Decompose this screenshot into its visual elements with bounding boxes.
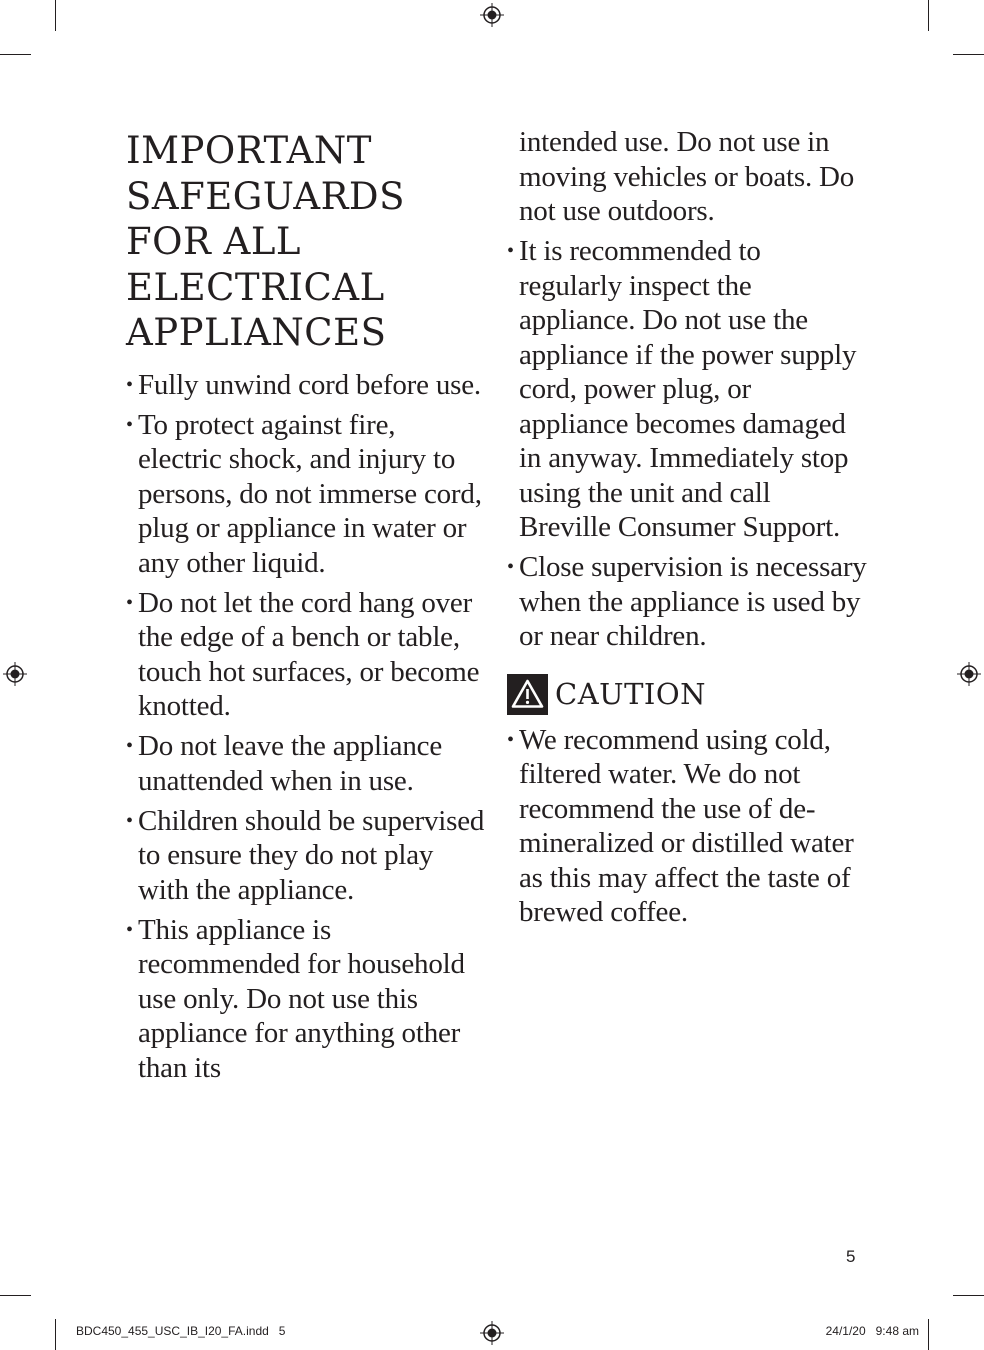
caution-title: CAUTION: [555, 677, 707, 711]
crop-mark-top-left-vertical: [55, 0, 56, 31]
list-item: [126, 368, 486, 403]
list-item-text: Do not leave the appliance unattended when in use.: [138, 730, 443, 797]
safeguards-list-continued: [507, 234, 867, 654]
list-item: [507, 234, 867, 545]
crop-mark-bottom-right-vertical: [928, 1319, 929, 1350]
list-item: [126, 729, 486, 798]
heading-line: FOR ALL: [126, 220, 301, 263]
registration-mark-left-icon: [3, 662, 27, 686]
page-heading: [126, 128, 486, 356]
heading-line: APPLIANCES: [126, 311, 387, 354]
list-item-text: Close supervision is necessary when the appliance is used by or near children.: [519, 551, 867, 652]
list-item-text: Do not let the cord hang over the edge of a bench or table, touch hot surfaces, or become knotted.: [138, 586, 480, 722]
list-item: [126, 804, 486, 908]
crop-mark-top-left-horizontal: [0, 54, 31, 55]
list-item: [507, 723, 867, 930]
list-item-text: We recommend using cold, filtered water. We do not recommend the use of de-mineralized or distilled water as this may affect the taste of brewed coffee.: [519, 723, 854, 928]
bullet-icon: •: [507, 240, 514, 262]
list-item-text: To protect against fire, electric shock, and injury to persons, do not immerse cord, plug or appliance in water or any other liquid.: [138, 408, 482, 579]
list-item: [126, 408, 486, 581]
list-item: [126, 913, 486, 1086]
bullet-icon: •: [126, 373, 133, 396]
crop-mark-bottom-left-horizontal: [0, 1295, 31, 1296]
bullet-icon: •: [126, 735, 133, 757]
list-item: [507, 550, 867, 654]
crop-mark-top-right-vertical: [928, 0, 929, 31]
caution-list: [507, 723, 867, 930]
bullet-icon: •: [126, 413, 133, 436]
bullet-icon: •: [507, 556, 514, 578]
list-item-continuation: intended use. Do not use in moving vehicles or boats. Do not use outdoors.: [519, 126, 855, 227]
caution-header: [507, 674, 867, 715]
crop-mark-top-right-horizontal: [953, 54, 984, 55]
heading-line: SAFEGUARDS: [126, 174, 405, 218]
bullet-icon: •: [126, 918, 133, 941]
list-item-text: This appliance is recommended for household use only. Do not use this appliance for anything other than its: [138, 913, 465, 1084]
heading-line: IMPORTANT: [126, 129, 372, 172]
right-column: [507, 125, 867, 935]
list-item-text: Fully unwind cord before use.: [138, 368, 481, 401]
slug-date: 24/1/20 9:48 am: [825, 1324, 919, 1338]
slug-file-name: BDC450_455_USC_IB_I20_FA.indd 5: [76, 1324, 286, 1338]
left-column: [126, 128, 486, 1091]
bullet-icon: •: [126, 591, 133, 614]
crop-mark-bottom-right-horizontal: [953, 1295, 984, 1296]
registration-mark-top-icon: [480, 3, 504, 27]
page-number: 5: [846, 1247, 856, 1266]
list-item-text: It is recommended to regularly inspect the appliance. Do not use the appliance if the power supply cord, power plug, or appliance becomes damaged in anyway. Immediately stop using the unit and call Breville Consumer Support.: [519, 235, 857, 543]
list-item-text: Children should be supervised to ensure they do not play with the appliance.: [138, 804, 485, 906]
list-item: [126, 586, 486, 724]
registration-mark-bottom-icon: [480, 1321, 504, 1345]
bullet-icon: •: [126, 809, 133, 832]
safeguards-list: [126, 368, 486, 1086]
heading-line: ELECTRICAL: [126, 265, 385, 309]
registration-mark-right-icon: [957, 662, 981, 686]
bullet-icon: •: [507, 728, 514, 751]
warning-triangle-icon: [507, 674, 548, 715]
crop-mark-bottom-left-vertical: [55, 1319, 56, 1350]
